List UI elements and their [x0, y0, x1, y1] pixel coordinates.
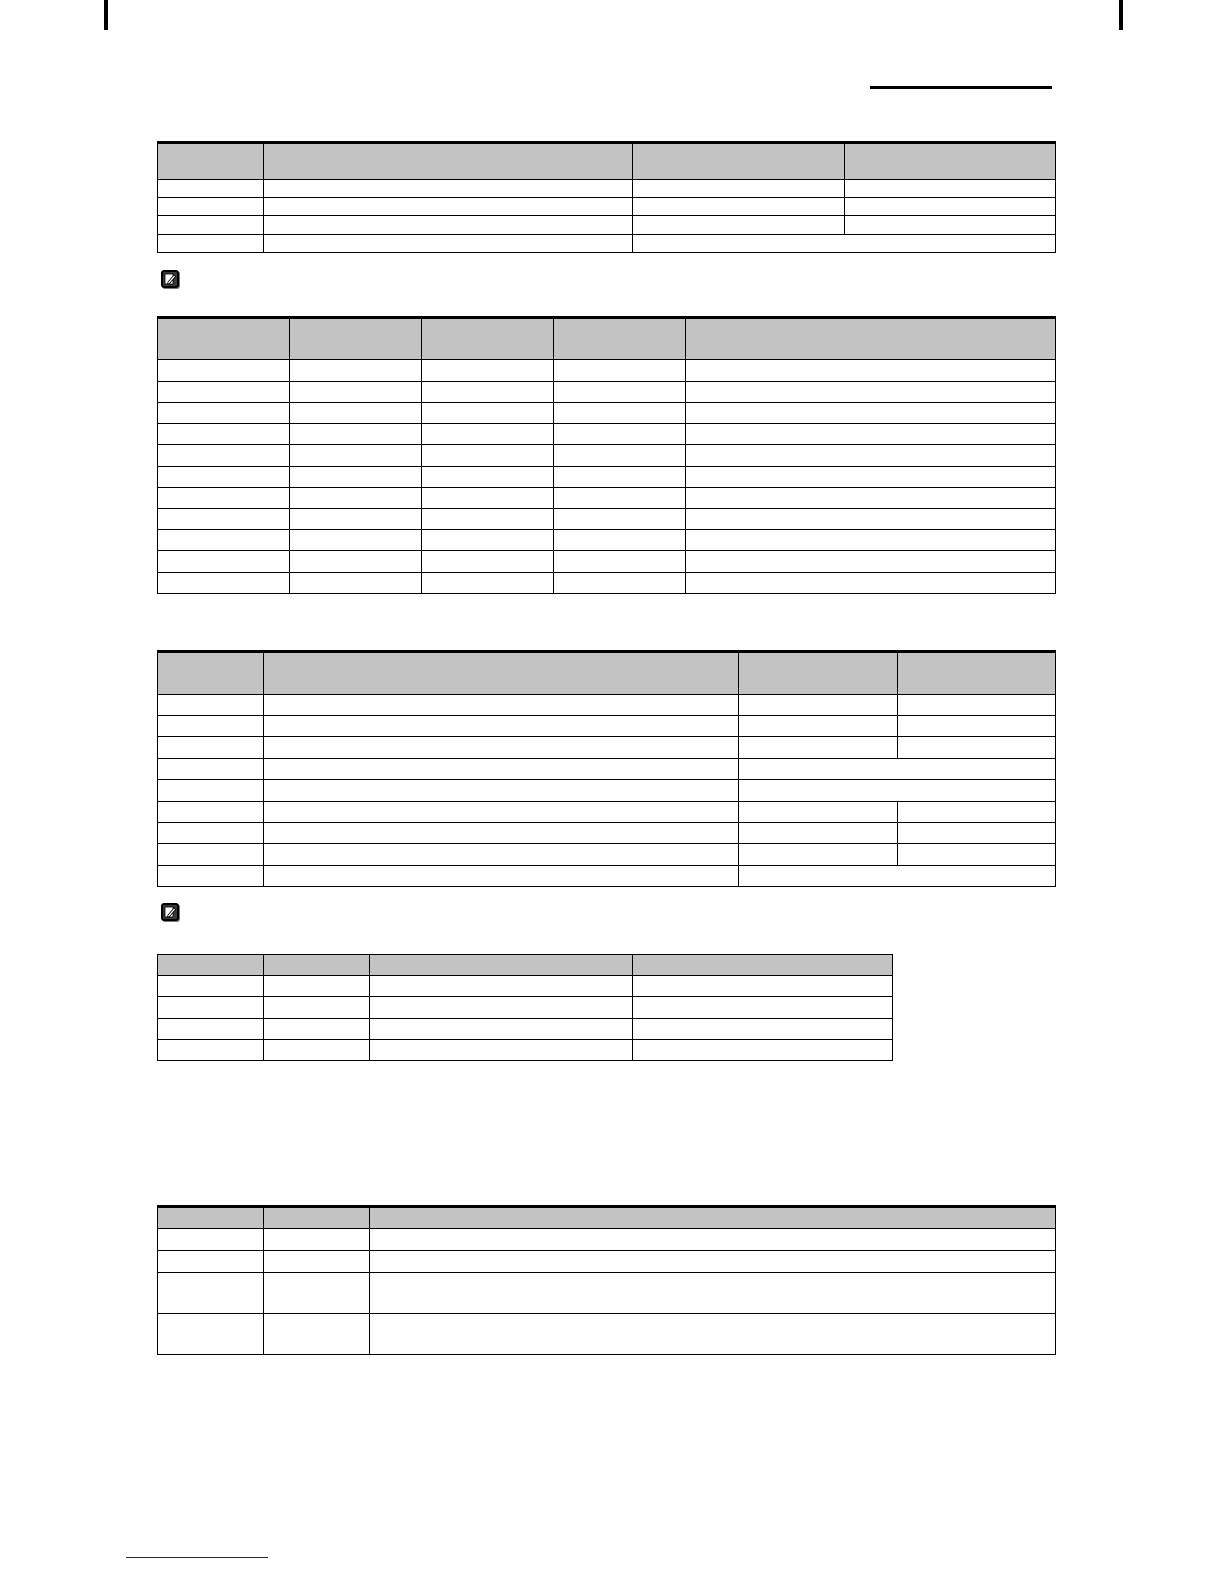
table-header-row	[158, 652, 1056, 695]
crop-mark-left	[104, 0, 108, 30]
header-cell	[158, 652, 264, 695]
header-cell	[158, 318, 290, 360]
table-row	[158, 822, 1056, 843]
table-cell	[422, 572, 554, 593]
table-cell	[158, 801, 264, 822]
table-cell	[290, 424, 422, 445]
table-cell	[422, 530, 554, 551]
table-cell	[370, 1229, 1056, 1251]
table-cell	[686, 551, 1056, 572]
table-cell	[739, 822, 898, 843]
table-row	[158, 360, 1056, 381]
table-row	[158, 1039, 893, 1060]
table-cell	[686, 445, 1056, 466]
table-row	[158, 445, 1056, 466]
table-row	[158, 694, 1056, 715]
table-2	[157, 316, 1056, 594]
table-cell	[686, 402, 1056, 423]
table-cell	[158, 1251, 264, 1273]
table-header-row	[158, 1207, 1056, 1229]
table-cell	[158, 1039, 264, 1060]
table-cell	[158, 844, 264, 865]
table-cell	[290, 572, 422, 593]
table-row	[158, 997, 893, 1018]
table-cell	[739, 865, 1056, 886]
table-row	[158, 780, 1056, 801]
table-cell	[554, 424, 686, 445]
table-cell	[633, 234, 1056, 252]
table-row	[158, 179, 1056, 197]
table-cell	[158, 445, 290, 466]
table-cell	[422, 424, 554, 445]
header-cell	[264, 143, 633, 180]
table-cell	[422, 466, 554, 487]
table-cell	[370, 1018, 633, 1039]
table-row	[158, 1018, 893, 1039]
header-cell	[686, 318, 1056, 360]
table-cell	[633, 976, 893, 997]
table-cell	[158, 1229, 264, 1251]
table-cell	[554, 572, 686, 593]
table-row	[158, 1251, 1056, 1273]
table-cell	[422, 381, 554, 402]
table-cell	[290, 530, 422, 551]
table-cell	[290, 551, 422, 572]
table-header-row	[158, 318, 1056, 360]
table-cell	[422, 402, 554, 423]
table-cell	[422, 360, 554, 381]
table-cell	[290, 508, 422, 529]
table-cell	[158, 179, 264, 197]
table-cell	[370, 1273, 1056, 1314]
table-cell	[158, 424, 290, 445]
header-cell	[370, 1207, 1056, 1229]
table-cell	[158, 1018, 264, 1039]
table-cell	[264, 197, 633, 215]
header-rule	[870, 86, 1052, 89]
table-cell	[739, 780, 1056, 801]
table-cell	[264, 716, 739, 737]
table-cell	[739, 758, 1056, 779]
table-cell	[290, 487, 422, 508]
header-cell	[264, 1207, 370, 1229]
table-cell	[370, 1251, 1056, 1273]
table-cell	[158, 865, 264, 886]
table-cell	[158, 487, 290, 508]
table-cell	[898, 716, 1056, 737]
table-cell	[422, 445, 554, 466]
table-cell	[264, 758, 739, 779]
table-cell	[633, 997, 893, 1018]
table-cell	[290, 466, 422, 487]
table-cell	[290, 360, 422, 381]
table-cell	[686, 572, 1056, 593]
table-cell	[264, 844, 739, 865]
table-cell	[264, 179, 633, 197]
table-row	[158, 487, 1056, 508]
table-cell	[898, 801, 1056, 822]
header-cell	[554, 318, 686, 360]
table-cell	[739, 737, 898, 758]
table-cell	[290, 402, 422, 423]
table-cell	[898, 844, 1056, 865]
table-row	[158, 381, 1056, 402]
header-cell	[898, 652, 1056, 695]
header-cell	[633, 955, 893, 976]
table-cell	[633, 1039, 893, 1060]
table-cell	[686, 487, 1056, 508]
header-cell	[264, 955, 370, 976]
table-row	[158, 1229, 1056, 1251]
table-cell	[158, 360, 290, 381]
table-cell	[370, 976, 633, 997]
header-cell	[370, 955, 633, 976]
table-row	[158, 530, 1056, 551]
table-cell	[158, 737, 264, 758]
table-cell	[633, 197, 845, 215]
table-cell	[739, 716, 898, 737]
table-cell	[264, 1229, 370, 1251]
table-row	[158, 976, 893, 997]
table-1	[157, 141, 1056, 253]
header-cell	[290, 318, 422, 360]
table-5	[157, 1205, 1056, 1355]
table-3	[157, 650, 1056, 887]
header-cell	[422, 318, 554, 360]
table-cell	[739, 844, 898, 865]
table-cell	[264, 801, 739, 822]
table-cell	[290, 381, 422, 402]
table-cell	[633, 216, 845, 234]
table-cell	[739, 694, 898, 715]
table-row	[158, 466, 1056, 487]
note-pencil-icon	[161, 270, 179, 288]
table-4	[157, 954, 893, 1061]
table-row	[158, 508, 1056, 529]
table-cell	[422, 508, 554, 529]
table-cell	[264, 1039, 370, 1060]
table-row	[158, 1273, 1056, 1314]
table-cell	[158, 976, 264, 997]
table-header-row	[158, 955, 893, 976]
table-cell	[264, 1273, 370, 1314]
table-cell	[554, 381, 686, 402]
table-cell	[158, 572, 290, 593]
table-cell	[158, 780, 264, 801]
table-cell	[686, 424, 1056, 445]
table-cell	[264, 694, 739, 715]
table-cell	[554, 530, 686, 551]
table-row	[158, 865, 1056, 886]
table-cell	[686, 530, 1056, 551]
table-cell	[554, 466, 686, 487]
table-cell	[686, 381, 1056, 402]
table-cell	[370, 1039, 633, 1060]
table-cell	[158, 694, 264, 715]
table-cell	[422, 551, 554, 572]
table-cell	[158, 234, 264, 252]
table-cell	[158, 381, 290, 402]
table-cell	[686, 508, 1056, 529]
header-cell	[264, 652, 739, 695]
table-cell	[158, 530, 290, 551]
header-cell	[158, 955, 264, 976]
table-cell	[158, 1273, 264, 1314]
table-cell	[370, 1314, 1056, 1355]
table-cell	[686, 466, 1056, 487]
note-pencil-icon	[161, 903, 179, 921]
table-cell	[739, 801, 898, 822]
table-cell	[845, 197, 1056, 215]
table-cell	[554, 487, 686, 508]
table-cell	[158, 216, 264, 234]
table-row	[158, 1314, 1056, 1355]
table-row	[158, 716, 1056, 737]
table-cell	[264, 1018, 370, 1039]
table-cell	[158, 822, 264, 843]
table-cell	[845, 179, 1056, 197]
table-row	[158, 572, 1056, 593]
table-row	[158, 551, 1056, 572]
header-cell	[845, 143, 1056, 180]
table-row	[158, 402, 1056, 423]
table-cell	[264, 1251, 370, 1273]
table-row	[158, 234, 1056, 252]
table-cell	[898, 737, 1056, 758]
table-cell	[158, 1314, 264, 1355]
table-cell	[290, 445, 422, 466]
table-row	[158, 844, 1056, 865]
header-cell	[633, 143, 845, 180]
header-cell	[739, 652, 898, 695]
table-header-row	[158, 143, 1056, 180]
table-cell	[264, 822, 739, 843]
table-cell	[264, 997, 370, 1018]
table-cell	[158, 551, 290, 572]
header-cell	[158, 143, 264, 180]
table-row	[158, 737, 1056, 758]
table-cell	[554, 508, 686, 529]
table-cell	[686, 360, 1056, 381]
table-cell	[158, 197, 264, 215]
footer-link-underline[interactable]	[126, 1557, 268, 1558]
table-row	[158, 801, 1056, 822]
table-cell	[158, 758, 264, 779]
table-cell	[898, 822, 1056, 843]
crop-mark-right	[1119, 0, 1123, 30]
table-cell	[264, 737, 739, 758]
table-cell	[554, 360, 686, 381]
table-cell	[264, 865, 739, 886]
table-cell	[554, 445, 686, 466]
table-row	[158, 216, 1056, 234]
table-cell	[264, 976, 370, 997]
table-cell	[554, 551, 686, 572]
table-cell	[158, 508, 290, 529]
table-cell	[158, 716, 264, 737]
table-cell	[898, 694, 1056, 715]
table-cell	[158, 402, 290, 423]
table-cell	[264, 234, 633, 252]
table-cell	[422, 487, 554, 508]
table-cell	[370, 997, 633, 1018]
table-cell	[554, 402, 686, 423]
table-cell	[845, 216, 1056, 234]
table-cell	[158, 466, 290, 487]
table-row	[158, 197, 1056, 215]
table-cell	[264, 216, 633, 234]
table-row	[158, 758, 1056, 779]
table-cell	[633, 179, 845, 197]
table-cell	[158, 997, 264, 1018]
table-cell	[633, 1018, 893, 1039]
table-cell	[264, 780, 739, 801]
header-cell	[158, 1207, 264, 1229]
table-cell	[264, 1314, 370, 1355]
table-row	[158, 424, 1056, 445]
